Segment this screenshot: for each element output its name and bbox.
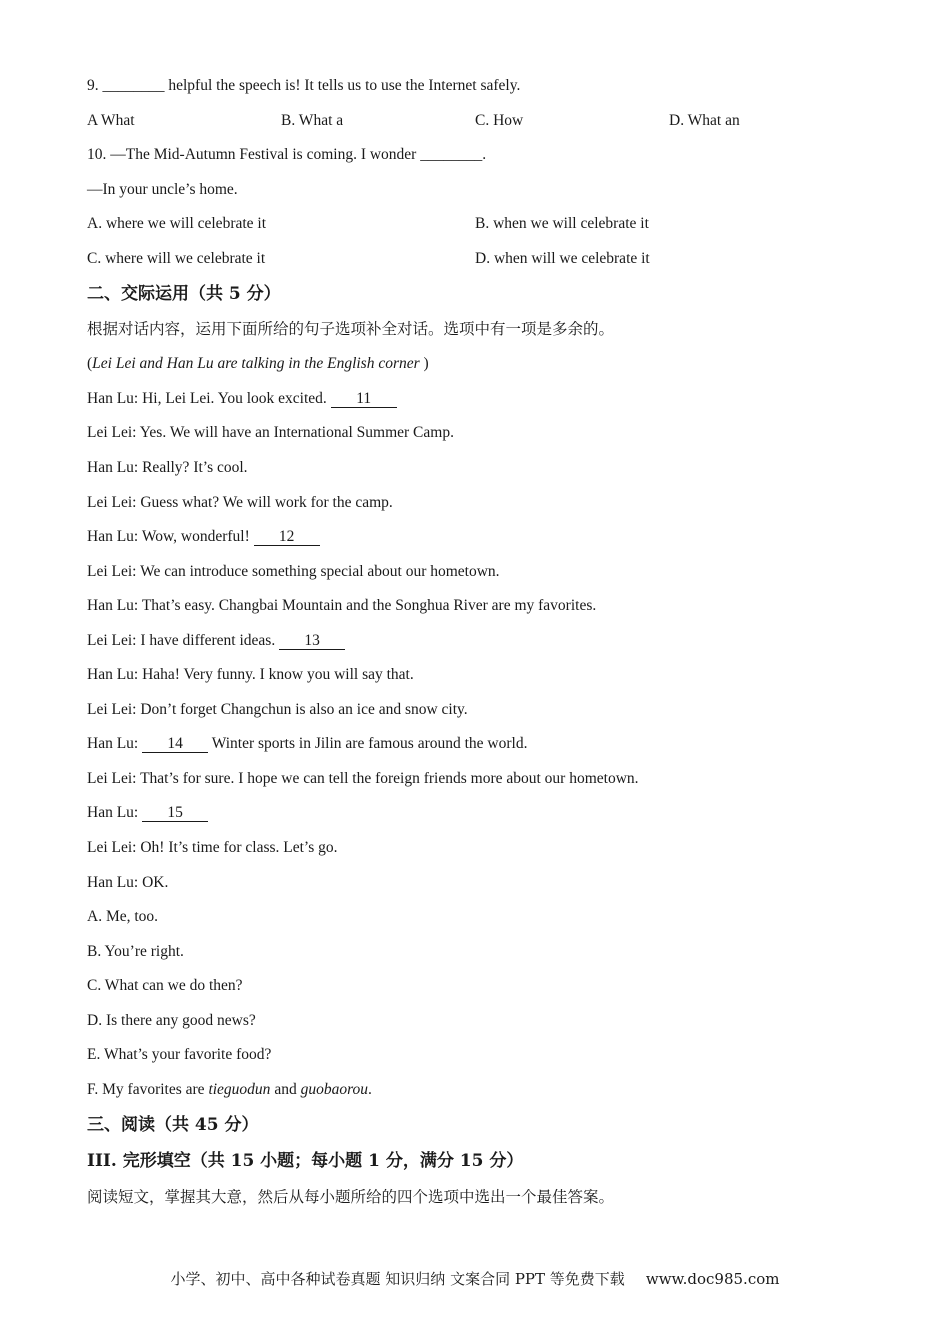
footer-text: 小学、初中、高中各种试卷真题 知识归纳 文案合同 PPT 等免费下载: [170, 1270, 625, 1288]
dialogue-line: Lei Lei: Guess what? We will work for the camp.: [87, 494, 393, 511]
dialogue-line: Lei Lei: We can introduce something special about our hometown.: [87, 563, 500, 580]
question-9-stem: 9. ________ helpful the speech is! It tells us to use the Internet safely.: [87, 77, 521, 94]
dialogue-line: Han Lu: 14 Winter sports in Jilin are famous around the world.: [87, 735, 528, 752]
section-3-instruction: 阅读短文，掌握其大意，然后从每小题所给的四个选项中选出一个最佳答案。: [87, 1188, 615, 1206]
section-2-option-a: A. Me, too.: [87, 908, 159, 925]
dialogue-line: Lei Lei: Oh! It’s time for class. Let’s go.: [87, 839, 338, 856]
section-3-heading: 三、阅读（共 45 分）: [87, 1115, 259, 1135]
q10-option-d: D. when will we celebrate it: [475, 250, 650, 267]
q10-option-c: C. where will we celebrate it: [87, 250, 266, 267]
q9-option-c: C. How: [475, 112, 524, 129]
dialogue-line: Han Lu: Wow, wonderful! 12: [87, 527, 320, 547]
footer-url[interactable]: www.doc985.com: [645, 1270, 780, 1288]
answer-blank: ________: [420, 146, 483, 163]
question-10-reply: —In your uncle’s home.: [87, 181, 238, 198]
section-2-option-d: D. Is there any good news?: [87, 1012, 256, 1029]
answer-blank-13: 13: [279, 633, 345, 650]
dialogue-line: Han Lu: That’s easy. Changbai Mountain and the Songhua River are my favorites.: [87, 597, 597, 614]
section-2-instruction: 根据对话内容，运用下面所给的句子选项补全对话。选项中有一项是多余的。: [87, 320, 615, 338]
answer-blank-15: 15: [142, 805, 208, 822]
dialogue-line: Han Lu: 15: [87, 803, 208, 823]
dialogue-line: Han Lu: Really? It’s cool.: [87, 459, 248, 476]
answer-blank-14: 14: [142, 736, 208, 753]
answer-blank-12: 12: [254, 529, 320, 546]
answer-blank-11: 11: [331, 391, 397, 408]
q10-option-a: A. where we will celebrate it: [87, 215, 267, 232]
dialogue-line: Lei Lei: I have different ideas. 13: [87, 631, 345, 651]
dialogue-line: Han Lu: Haha! Very funny. I know you will say that.: [87, 666, 414, 683]
page-footer: [0, 1269, 950, 1289]
section-3-subheading: III. 完形填空（共 15 小题；每小题 1 分，满分 15 分）: [87, 1151, 524, 1171]
q10-option-b: B. when we will celebrate it: [475, 215, 649, 232]
section-2-option-e: E. What’s your favorite food?: [87, 1046, 272, 1063]
section-2-heading: 二、交际运用（共 5 分）: [87, 284, 281, 304]
dialogue-line: Lei Lei: Don’t forget Changchun is also an ice and snow city.: [87, 701, 468, 718]
q9-option-a: A What: [87, 112, 135, 129]
section-2-option-f: F. My favorites are tieguodun and guobaorou.: [87, 1081, 372, 1098]
dialogue-context: (Lei Lei and Han Lu are talking in the English corner ): [87, 355, 429, 372]
q9-option-d: D. What an: [669, 112, 740, 129]
dialogue-line: Lei Lei: That’s for sure. I hope we can tell the foreign friends more about our hometown.: [87, 770, 639, 787]
answer-blank: ________: [102, 77, 165, 94]
q9-option-b: B. What a: [281, 112, 344, 129]
dialogue-line: Han Lu: Hi, Lei Lei. You look excited. 11: [87, 389, 397, 409]
section-2-option-b: B. You’re right.: [87, 943, 184, 960]
section-2-option-c: C. What can we do then?: [87, 977, 243, 994]
dialogue-line: Lei Lei: Yes. We will have an International Summer Camp.: [87, 424, 454, 441]
question-10-stem: 10. —The Mid-Autumn Festival is coming. I wonder ________.: [87, 146, 487, 163]
dialogue-line: Han Lu: OK.: [87, 874, 169, 891]
